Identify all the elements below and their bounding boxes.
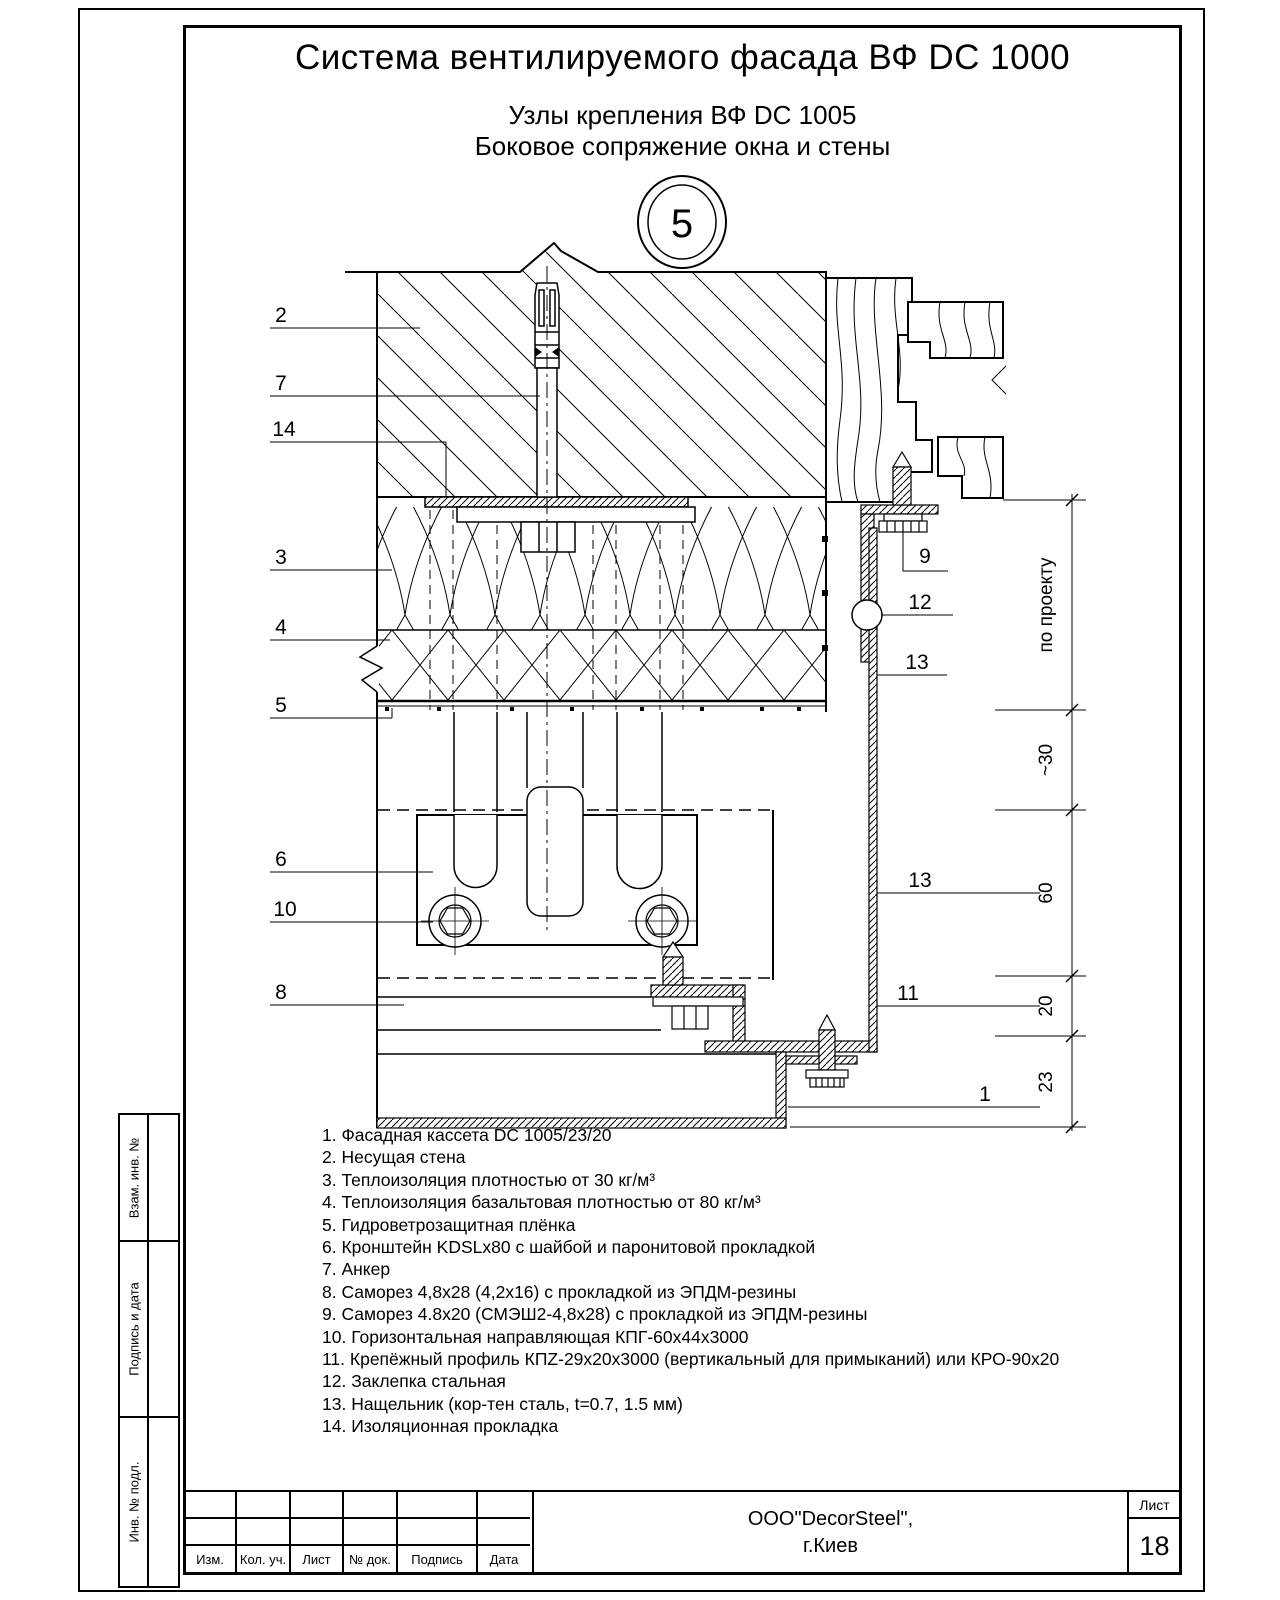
wind-barrier-film bbox=[377, 701, 826, 711]
svg-text:~30: ~30 bbox=[1036, 743, 1057, 777]
insulation-soft-layer bbox=[377, 507, 826, 630]
stamp-label: Инв. № подл. bbox=[126, 1461, 141, 1543]
title-block-sheet bbox=[1127, 1490, 1182, 1575]
legend-item: 3. Теплоизоляция плотностью от 30 кг/м³ bbox=[322, 1169, 656, 1190]
svg-text:6: 6 bbox=[275, 848, 287, 871]
bottom-profile-strips bbox=[705, 1015, 877, 1087]
legend-item: 13. Нащельник (кор-тен сталь, t=0.7, 1.5 мм) bbox=[322, 1393, 683, 1414]
title-block-revision-table bbox=[183, 1490, 534, 1575]
rivet bbox=[852, 600, 882, 630]
detail-number: 5 bbox=[670, 202, 694, 246]
detail-marker bbox=[638, 176, 726, 268]
stamp-label: Подпись и дата bbox=[126, 1282, 141, 1376]
col-list: Лист bbox=[291, 1546, 344, 1573]
col-izm: Изм. bbox=[185, 1546, 237, 1573]
insulation-gasket bbox=[425, 497, 688, 507]
legend-item: 8. Саморез 4,8х28 (4,2х16) с прокладкой из ЭПДМ-резины bbox=[322, 1281, 797, 1302]
svg-text:4: 4 bbox=[275, 616, 287, 639]
bearing-wall bbox=[345, 243, 826, 497]
stamp-cell bbox=[120, 1115, 178, 1242]
page-subtitle-2: Боковое сопряжение окна и стены bbox=[474, 131, 891, 161]
svg-text:2: 2 bbox=[275, 304, 287, 327]
svg-text:3: 3 bbox=[275, 546, 287, 569]
svg-text:11: 11 bbox=[897, 982, 919, 1005]
title-block-company bbox=[532, 1490, 1129, 1575]
svg-text:20: 20 bbox=[1036, 995, 1057, 1017]
svg-text:14: 14 bbox=[272, 418, 296, 441]
stamp-cell bbox=[120, 1242, 178, 1418]
svg-text:23: 23 bbox=[1036, 1071, 1057, 1093]
svg-text:12: 12 bbox=[908, 591, 932, 614]
dimension-labels bbox=[1036, 557, 1057, 1093]
legend-item: 14. Изоляционная прокладка bbox=[322, 1416, 559, 1437]
legend-item: 10. Горизонтальная направляющая КПГ-60х44х3000 bbox=[322, 1326, 749, 1347]
sheet-number: 18 bbox=[1139, 1530, 1170, 1561]
col-kol-uch: Кол. уч. bbox=[237, 1546, 291, 1573]
svg-text:13: 13 bbox=[908, 869, 932, 892]
legend-item: 12. Заклепка стальная bbox=[322, 1371, 506, 1392]
stamp-label: Взам. инв. № bbox=[126, 1137, 141, 1218]
col-ndok: № док. bbox=[344, 1546, 398, 1573]
col-data: Дата bbox=[489, 1552, 519, 1567]
svg-text:по проекту: по проекту bbox=[1036, 557, 1057, 653]
svg-text:13: 13 bbox=[905, 651, 929, 674]
legend-item: 4. Теплоизоляция базальтовая плотностью от 80 кг/м³ bbox=[322, 1192, 761, 1213]
window-frame bbox=[826, 278, 1006, 502]
legend-item: 7. Анкер bbox=[322, 1259, 391, 1280]
svg-text:10: 10 bbox=[273, 898, 297, 921]
insulation-basalt-layer bbox=[377, 630, 826, 700]
col-podpis: Подпись bbox=[398, 1546, 478, 1573]
flashing-assembly bbox=[852, 452, 938, 1052]
legend-item: 2. Несущая стена bbox=[322, 1147, 466, 1168]
page-title: Система вентилируемого фасада ВФ DC 1000 bbox=[294, 38, 1071, 77]
svg-text:1: 1 bbox=[979, 1083, 991, 1106]
legend-item: 11. Крепёжный профиль КПZ-29х20х3000 (вертикальный для примыканий) или КРО-90х20 bbox=[322, 1349, 1060, 1370]
legend-item: 5. Гидроветрозащитная плёнка bbox=[322, 1214, 576, 1235]
stamp-side-column bbox=[118, 1113, 180, 1588]
legend-item: 1. Фасадная кассета DC 1005/23/20 bbox=[322, 1125, 612, 1145]
legend bbox=[322, 1124, 1162, 1438]
sheet-label: Лист bbox=[1129, 1492, 1180, 1519]
right-callout-labels bbox=[897, 545, 991, 1106]
page-subtitle-1: Узлы крепления ВФ DC 1005 bbox=[508, 100, 857, 130]
svg-text:8: 8 bbox=[275, 981, 287, 1004]
svg-text:60: 60 bbox=[1036, 882, 1057, 904]
legend-item: 9. Саморез 4.8х20 (СМЭШ2-4,8х28) с прокладкой из ЭПДМ-резины bbox=[322, 1304, 868, 1325]
company-city: г.Киев bbox=[803, 1534, 858, 1557]
svg-text:7: 7 bbox=[275, 372, 287, 395]
svg-text:9: 9 bbox=[919, 545, 931, 568]
left-callout-labels bbox=[272, 304, 296, 1004]
company-name: ООО"DecorSteel", bbox=[747, 1507, 914, 1530]
facade-cassette bbox=[377, 1052, 786, 1128]
stamp-cell bbox=[120, 1418, 178, 1586]
break-mark bbox=[992, 366, 1006, 394]
legend-item: 6. Кронштейн KDSLx80 с шайбой и паронитовой прокладкой bbox=[322, 1237, 816, 1258]
svg-text:5: 5 bbox=[275, 694, 287, 717]
screw-8-and-profile-11 bbox=[651, 942, 745, 1048]
